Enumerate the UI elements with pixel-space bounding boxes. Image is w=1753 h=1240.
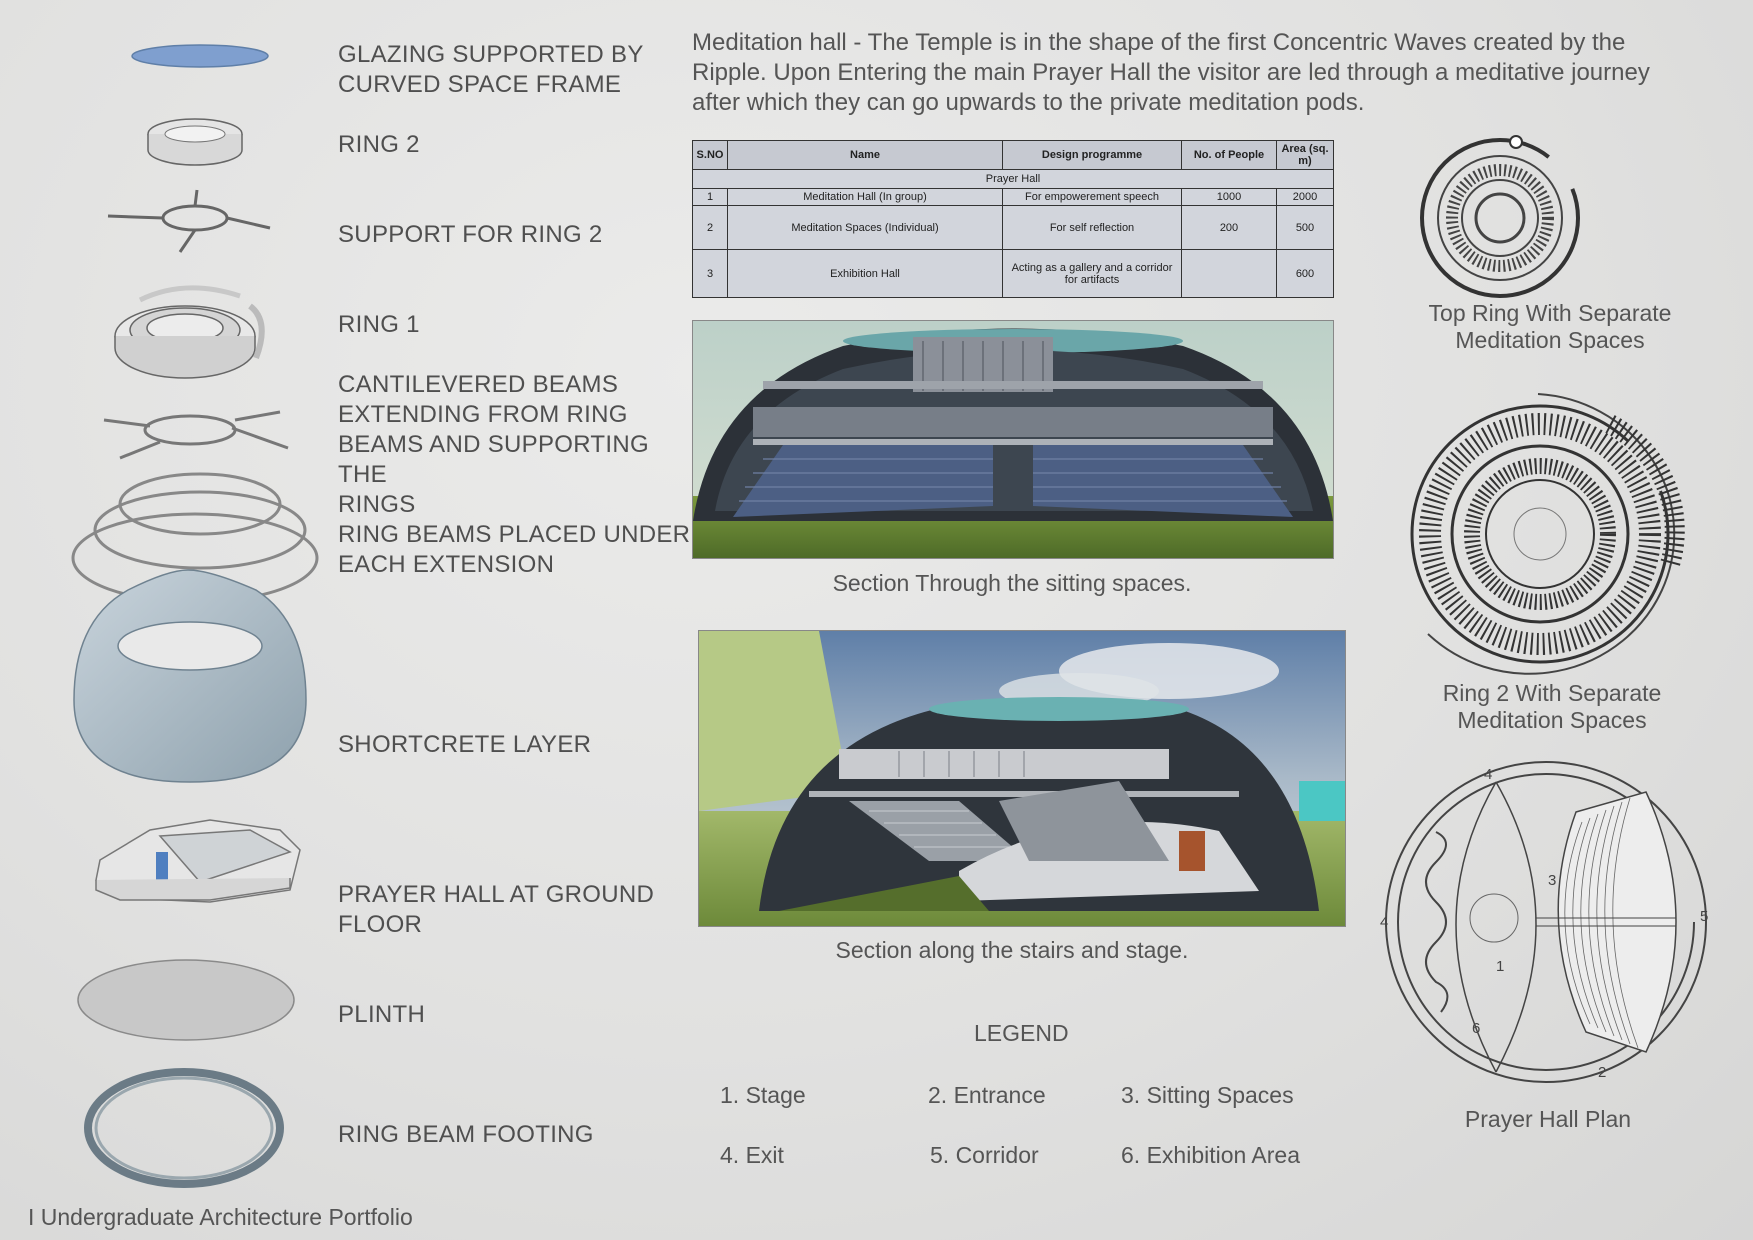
section-caption-sitting: Section Through the sitting spaces. bbox=[832, 570, 1192, 596]
table-header: S.NO bbox=[693, 141, 728, 170]
table-cell: Exhibition Hall bbox=[728, 250, 1003, 298]
table-cell: 200 bbox=[1182, 206, 1277, 250]
exploded-axonometric bbox=[60, 30, 320, 1210]
table-row bbox=[693, 250, 1334, 298]
plan-number-2: 2 bbox=[1598, 1064, 1607, 1081]
description-line: after which they can go upwards to the private meditation pods. bbox=[692, 89, 1365, 116]
plan-number-3: 3 bbox=[1548, 872, 1557, 889]
label-line: CURVED SPACE FRAME bbox=[338, 71, 622, 98]
portfolio-footer: I Undergraduate Architecture Portfolio bbox=[28, 1204, 413, 1230]
table-cell: 2000 bbox=[1277, 189, 1334, 206]
layer-label-ring-beams bbox=[338, 520, 698, 580]
table-cell bbox=[1182, 250, 1277, 298]
layer-label-ring-1 bbox=[338, 310, 698, 340]
cantilever-beams-icon bbox=[104, 412, 288, 458]
label-line: PLINTH bbox=[338, 1001, 426, 1028]
legend-item-stage: 1. Stage bbox=[720, 1082, 806, 1108]
ring-1-icon bbox=[115, 288, 262, 378]
ring-2-plan bbox=[1388, 384, 1708, 684]
label-line: EACH EXTENSION bbox=[338, 551, 555, 578]
table-group-row bbox=[693, 170, 1334, 189]
table-cell: 500 bbox=[1277, 206, 1334, 250]
legend-item-sitting-spaces: 3. Sitting Spaces bbox=[1121, 1082, 1294, 1108]
prayer-hall-ground-icon bbox=[96, 820, 300, 902]
ring-2-icon bbox=[148, 119, 242, 165]
section-caption-stairs: Section along the stairs and stage. bbox=[835, 937, 1189, 963]
label-line: PRAYER HALL AT GROUND bbox=[338, 881, 655, 908]
section-render-sitting bbox=[692, 320, 1334, 559]
caption-line: Ring 2 With Separate bbox=[1442, 680, 1662, 706]
plan-number-1: 1 bbox=[1496, 958, 1505, 975]
glazing-icon bbox=[132, 45, 268, 67]
layer-label-plinth bbox=[338, 1000, 698, 1030]
table-cell: For self reflection bbox=[1003, 206, 1182, 250]
legend-item-exit: 4. Exit bbox=[720, 1142, 784, 1168]
ring-beam-footing-icon bbox=[88, 1072, 280, 1184]
support-ring-2-icon bbox=[108, 190, 270, 252]
label-line: RING 1 bbox=[338, 311, 420, 338]
table-cell: 1 bbox=[693, 189, 728, 206]
label-line: FLOOR bbox=[338, 911, 423, 938]
label-line: RING BEAM FOOTING bbox=[338, 1121, 594, 1148]
caption-line: Top Ring With Separate bbox=[1428, 300, 1672, 326]
legend-item-corridor: 5. Corridor bbox=[930, 1142, 1039, 1168]
table-cell: 2 bbox=[693, 206, 728, 250]
layer-label-shortcrete bbox=[338, 730, 698, 760]
label-line: SHORTCRETE LAYER bbox=[338, 731, 592, 758]
table-cell: Meditation Spaces (Individual) bbox=[728, 206, 1003, 250]
prayer-hall-plan-caption: Prayer Hall Plan bbox=[1464, 1106, 1632, 1132]
label-line: RINGS bbox=[338, 491, 416, 518]
label-line: EXTENDING FROM RING bbox=[338, 401, 628, 428]
label-line: GLAZING SUPPORTED BY bbox=[338, 41, 644, 68]
plan-number-5: 5 bbox=[1700, 908, 1709, 925]
layer-label-ring-2 bbox=[338, 130, 698, 160]
plinth-icon bbox=[78, 960, 294, 1040]
project-description bbox=[692, 28, 1702, 118]
table-header-row bbox=[693, 141, 1334, 170]
table-header: Design programme bbox=[1003, 141, 1182, 170]
label-line: CANTILEVERED BEAMS bbox=[338, 371, 619, 398]
prayer-hall-plan bbox=[1376, 752, 1716, 1092]
section-render-stairs bbox=[698, 630, 1346, 927]
ring-2-caption bbox=[1382, 680, 1722, 734]
plan-number-4-top: 4 bbox=[1484, 766, 1493, 783]
label-line: BEAMS AND SUPPORTING THE bbox=[338, 431, 649, 488]
table-header: No. of People bbox=[1182, 141, 1277, 170]
table-row bbox=[693, 189, 1334, 206]
top-ring-caption bbox=[1380, 300, 1720, 354]
table-cell: 3 bbox=[693, 250, 728, 298]
shortcrete-dome-icon bbox=[74, 570, 306, 782]
caption-line: Meditation Spaces bbox=[1455, 327, 1645, 353]
legend-item-exhibition-area: 6. Exhibition Area bbox=[1121, 1142, 1301, 1168]
description-line: Meditation hall - The Temple is in the shape of the first Concentric Waves created by the bbox=[692, 29, 1626, 56]
label-line: RING BEAMS PLACED UNDER bbox=[338, 521, 691, 548]
table-cell: 600 bbox=[1277, 250, 1334, 298]
plan-number-6: 6 bbox=[1472, 1020, 1481, 1037]
table-cell: 1000 bbox=[1182, 189, 1277, 206]
layer-label-ring-beam-footing bbox=[338, 1120, 698, 1150]
table-row bbox=[693, 206, 1334, 250]
table-cell: Meditation Hall (In group) bbox=[728, 189, 1003, 206]
layer-label-prayer-hall bbox=[338, 880, 698, 940]
layer-label-glazing bbox=[338, 40, 698, 100]
table-cell: For empowerement speech bbox=[1003, 189, 1182, 206]
caption-line: Meditation Spaces bbox=[1457, 707, 1647, 733]
layer-label-cantilevered-beams bbox=[338, 370, 698, 520]
description-line: Ripple. Upon Entering the main Prayer Hall the visitor are led through a meditative journey bbox=[692, 59, 1650, 86]
table-header: Name bbox=[728, 141, 1003, 170]
layer-label-support-ring-2 bbox=[338, 220, 698, 250]
plan-number-4-left: 4 bbox=[1380, 914, 1389, 931]
top-ring-plan bbox=[1410, 128, 1590, 308]
label-line: RING 2 bbox=[338, 131, 420, 158]
design-programme-table bbox=[692, 140, 1334, 298]
legend-title: LEGEND bbox=[974, 1020, 1069, 1046]
table-group-cell: Prayer Hall bbox=[693, 170, 1334, 189]
table-cell: Acting as a gallery and a corridor for artifacts bbox=[1003, 250, 1182, 298]
label-line: SUPPORT FOR RING 2 bbox=[338, 221, 603, 248]
legend-item-entrance: 2. Entrance bbox=[928, 1082, 1046, 1108]
table-header: Area (sq. m) bbox=[1277, 141, 1334, 170]
